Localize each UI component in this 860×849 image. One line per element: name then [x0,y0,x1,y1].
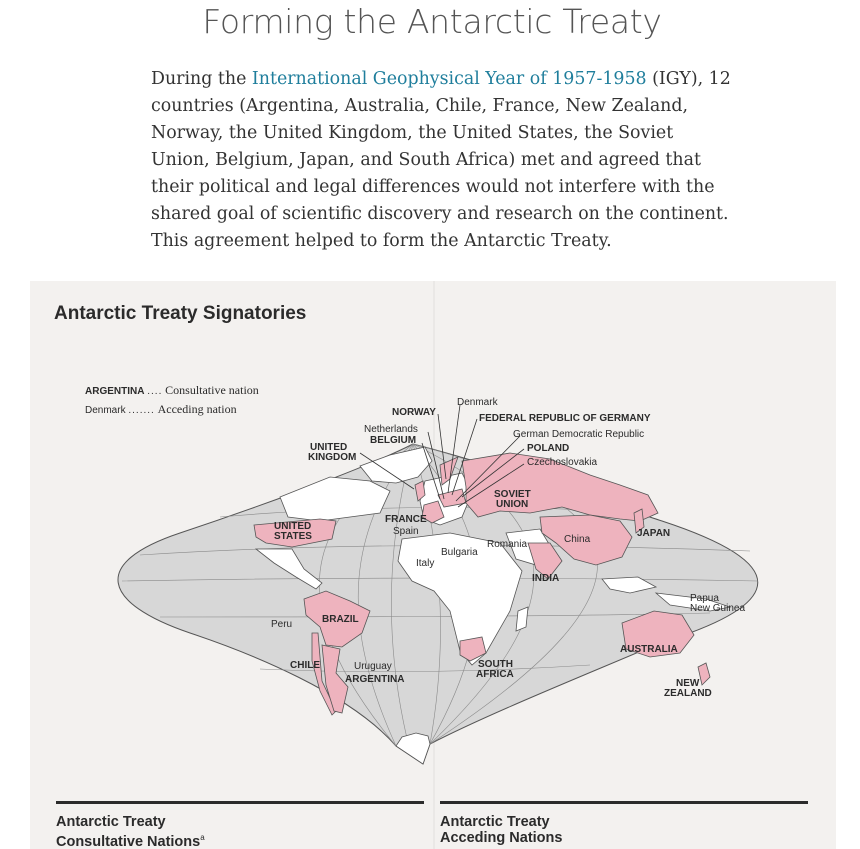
footer-consultative-heading [56,801,424,849]
label-spain: Spain [393,526,419,537]
label-argentina: ARGENTINA [345,674,405,685]
label-united-states-2: STATES [274,531,312,542]
page-title: Forming the Antarctic Treaty [202,2,662,41]
label-chile: CHILE [290,660,320,671]
footer-acceding-line1: Antarctic Treaty [440,814,550,830]
label-romania: Romania [487,539,528,550]
label-italy: Italy [416,558,435,569]
intro-text-rest: (IGY), 12 countries (Argentina, Australia, Chile, France, New Zealand, Norway, the United Kingdom, the United States, the Soviet Union, Belgium, Japan, and South Africa) met and agreed that their political and legal differences would not interfere with the shared goal of scientific discovery and research on the continent. This agreement helped to form the Antarctic Treaty. [151,69,731,251]
label-brazil: BRAZIL [322,614,359,625]
label-peru: Peru [271,619,293,630]
treaty-map [30,281,836,849]
label-new-zealand-2: ZEALAND [664,688,712,699]
label-south-africa-2: AFRICA [476,669,514,680]
legend-key-consultative: ARGENTINA [85,386,145,397]
igy-link[interactable]: International Geophysical Year of 1957-1958 [251,69,647,89]
legend-acceding [85,402,237,417]
footer-consultative-line1: Antarctic Treaty [56,814,166,830]
label-china: China [564,534,591,545]
label-belgium: BELGIUM [370,435,417,446]
label-japan: JAPAN [637,528,671,539]
label-soviet-1: SOVIET [494,489,531,500]
label-denmark: Denmark [457,397,498,408]
label-bulgaria: Bulgaria [441,547,478,558]
label-poland: POLAND [527,443,570,454]
map-title: Antarctic Treaty Signatories [54,303,307,324]
label-france: FRANCE [385,514,427,525]
label-gdr: German Democratic Republic [513,429,645,440]
label-united-states-1: UNITED [274,521,312,532]
label-papua-1: Papua [690,593,719,604]
label-norway: NORWAY [392,407,436,418]
label-papua-2: New Guinea [690,603,746,614]
label-soviet-2: UNION [496,499,529,510]
label-australia: AUSTRALIA [620,644,678,655]
label-uruguay: Uruguay [354,661,392,672]
label-south-africa-1: SOUTH [478,659,513,670]
footer-acceding-line2: Acceding Nations [440,830,563,846]
intro-text-start: During the [151,69,252,89]
legend-consultative [85,383,259,398]
label-united-kingdom-2: KINGDOM [308,452,357,463]
legend-dots-acceding: ....... [128,405,155,416]
label-united-kingdom-1: UNITED [310,442,348,453]
label-new-zealand-1: NEW [676,678,700,689]
label-frg: FEDERAL REPUBLIC OF GERMANY [479,413,651,424]
legend-desc-acceding: Acceding nation [157,402,237,416]
footer-acceding-heading [440,801,808,846]
label-czechoslovakia: Czechoslovakia [527,457,598,468]
legend-dots-consultative: .... [147,386,163,397]
legend-desc-consultative: Consultative nation [165,383,259,397]
label-india: INDIA [532,573,560,584]
footer-consultative-line2: Consultative Nations [56,833,201,849]
footer-footnote-marker: a [200,833,205,842]
world-map-svg [30,281,836,849]
label-netherlands: Netherlands [364,424,418,435]
intro-paragraph [151,66,731,255]
legend-key-acceding: Denmark [85,405,126,416]
